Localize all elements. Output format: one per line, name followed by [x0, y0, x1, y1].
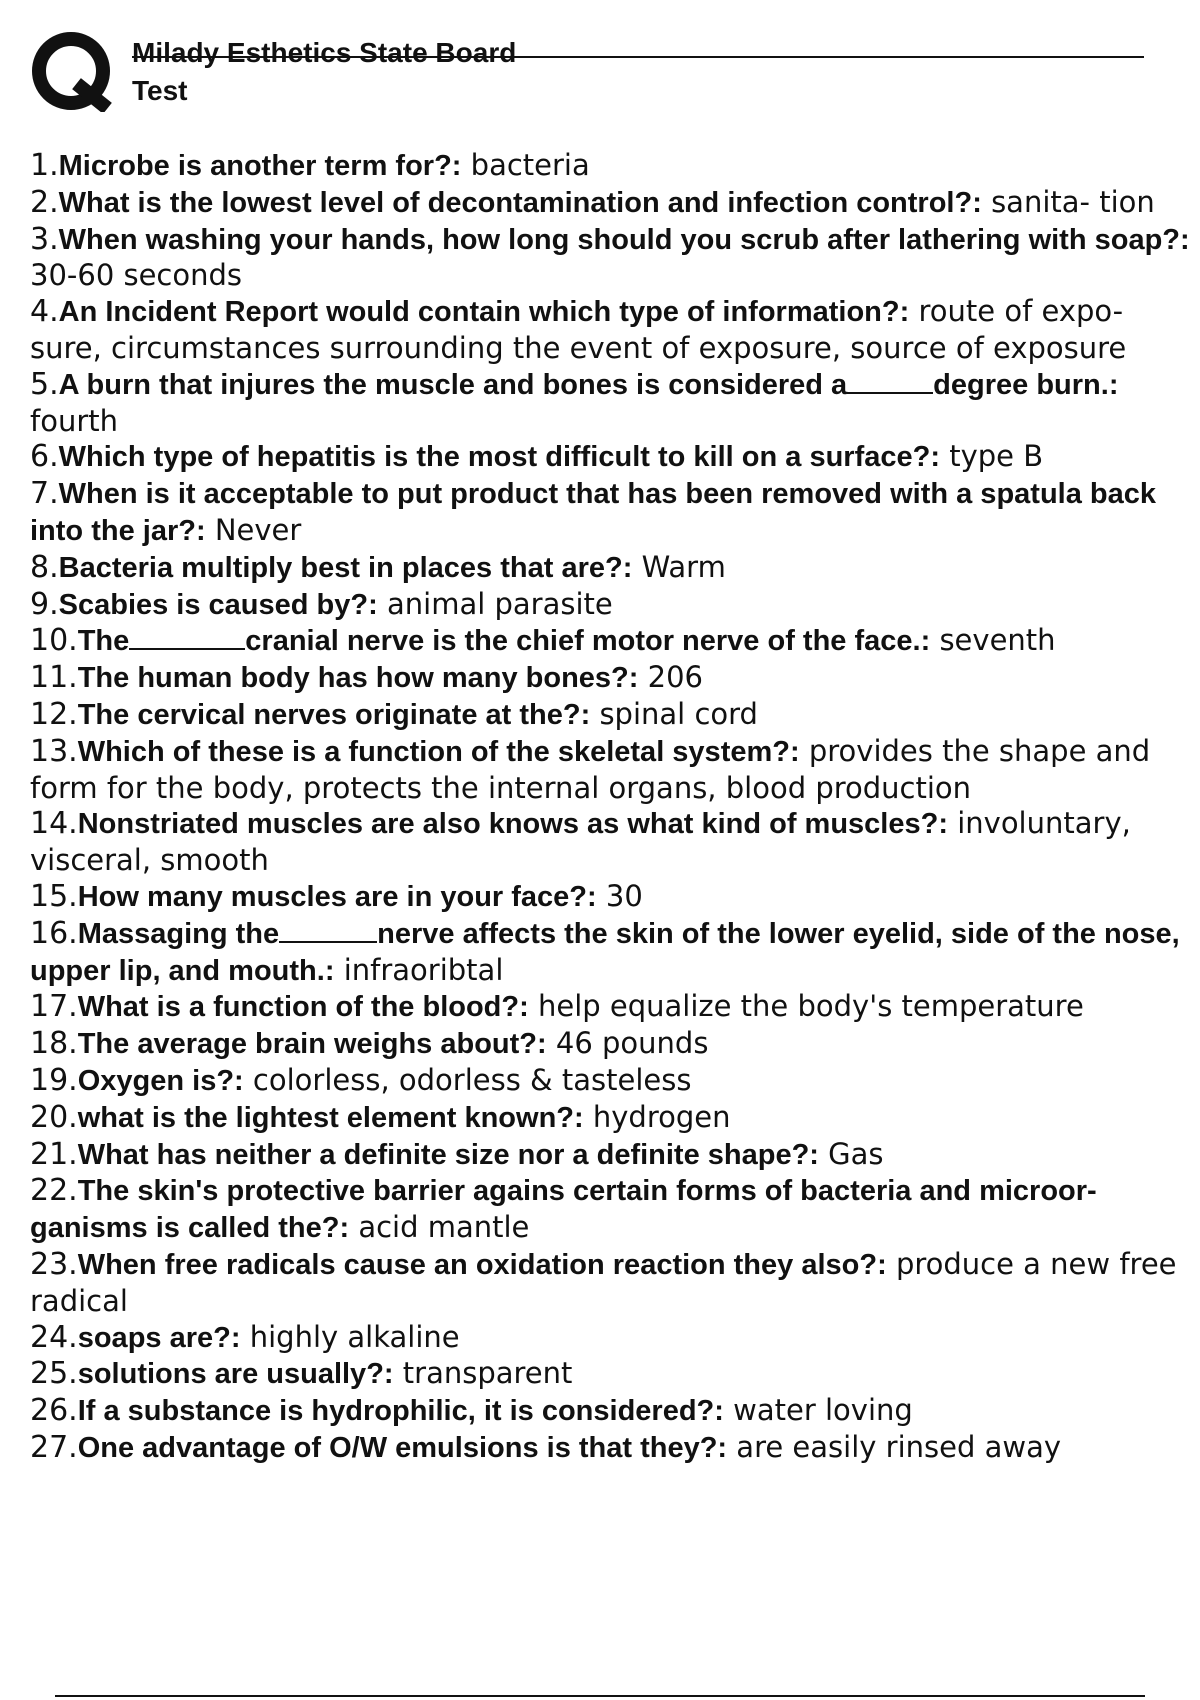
question-text: The	[77, 625, 130, 658]
question-text: When washing your hands, how long should you scrub after lathering with soap?:	[58, 223, 1190, 256]
question-number: 12.	[30, 696, 78, 732]
question-text: nerve affects the skin of the lower eyelid, side of the nose, upper lip, and mouth.:	[30, 917, 1180, 987]
question-item	[30, 660, 1200, 697]
quizlet-logo-icon	[30, 30, 112, 112]
answer-text: acid mantle	[349, 1210, 530, 1245]
question-item	[30, 734, 1200, 807]
answer-text: provides the shape and form for the body, protects the internal organs, blood production	[30, 733, 1151, 805]
question-text: Nonstriated muscles are also knows as what kind of muscles?:	[77, 808, 948, 841]
question-item	[30, 185, 1200, 222]
document-title	[132, 34, 516, 110]
question-text: What has neither a definite size nor a definite shape?:	[77, 1138, 819, 1171]
question-text: When is it acceptable to put product that has been removed with a spatula back into the jar?:	[30, 478, 1156, 547]
question-number: 24.	[30, 1319, 78, 1355]
question-number: 17.	[30, 989, 78, 1025]
question-list	[30, 148, 1200, 1467]
answer-text: involuntary, visceral, smooth	[30, 806, 1131, 878]
question-number: 21.	[30, 1136, 78, 1172]
question-text: degree burn.:	[933, 368, 1119, 401]
question-item	[30, 1100, 1200, 1137]
answer-text: transparent	[393, 1356, 573, 1391]
answer-text: spinal cord	[590, 696, 758, 731]
answer-text: 46 pounds	[546, 1026, 709, 1061]
question-item	[30, 1430, 1200, 1467]
question-item	[30, 1356, 1200, 1393]
question-number: 5.	[30, 366, 59, 402]
question-number: 23.	[30, 1246, 78, 1282]
question-item	[30, 587, 1200, 624]
answer-text: 206	[638, 660, 704, 695]
question-number: 25.	[30, 1356, 78, 1392]
question-text: An Incident Report would contain which type of information?:	[58, 296, 910, 329]
question-text: The average brain weighs about?:	[77, 1028, 547, 1061]
question-item	[30, 1137, 1200, 1174]
question-text: Which of these is a function of the skeletal system?:	[77, 735, 800, 768]
answer-text: produce a new free radical	[30, 1246, 1177, 1318]
answer-text: animal parasite	[377, 586, 613, 621]
answer-text: highly alkaline	[240, 1319, 460, 1354]
answer-text: are easily rinsed away	[727, 1429, 1062, 1464]
question-number: 13.	[30, 733, 78, 769]
question-number: 3.	[30, 221, 59, 257]
question-item	[30, 879, 1200, 916]
question-item	[30, 1320, 1200, 1357]
question-item	[30, 1173, 1200, 1247]
question-text: A burn that injures the muscle and bones is considered a	[58, 368, 848, 401]
question-text: What is a function of the blood?:	[77, 991, 529, 1024]
question-number: 7.	[30, 476, 59, 512]
question-text: cranial nerve is the chief motor nerve of the face.:	[245, 625, 931, 658]
question-number: 15.	[30, 878, 78, 914]
question-number: 20.	[30, 1099, 78, 1135]
fill-in-blank	[279, 940, 377, 943]
question-text: Massaging the	[77, 917, 280, 950]
question-text: When free radicals cause an oxidation reaction they also?:	[77, 1248, 887, 1281]
answer-text: bacteria	[461, 148, 590, 182]
question-text: solutions are usually?:	[77, 1358, 394, 1391]
question-text: Scabies is caused by?:	[58, 588, 378, 621]
question-number: 19.	[30, 1062, 78, 1098]
question-text: How many muscles are in your face?:	[77, 880, 597, 913]
answer-text: hydrogen	[583, 1099, 731, 1134]
fill-in-blank	[847, 391, 933, 394]
question-number: 10.	[30, 623, 78, 659]
answer-text: type B	[939, 439, 1044, 474]
question-number: 14.	[30, 806, 78, 842]
question-text: The skin's protective barrier agains certain forms of bacteria and microor- ganisms is called the?:	[30, 1175, 1097, 1245]
question-number: 11.	[30, 660, 78, 696]
question-number: 8.	[30, 549, 59, 585]
question-text: Oxygen is?:	[77, 1064, 244, 1097]
question-number: 4.	[30, 294, 59, 330]
question-text: what is the lightest element known?:	[77, 1101, 584, 1134]
question-item	[30, 367, 1200, 440]
question-item	[30, 550, 1200, 587]
question-text: The human body has how many bones?:	[77, 662, 639, 695]
question-item	[30, 1026, 1200, 1063]
question-item	[30, 439, 1200, 476]
question-item	[30, 294, 1200, 367]
question-item	[30, 1393, 1200, 1430]
question-text: Microbe is another term for?:	[58, 150, 462, 182]
title-rule	[132, 56, 1144, 58]
question-item	[30, 222, 1200, 295]
question-item	[30, 697, 1200, 734]
question-text: soaps are?:	[77, 1321, 241, 1354]
question-item	[30, 623, 1200, 660]
question-number: 6.	[30, 439, 59, 475]
answer-text: sanita- tion	[981, 184, 1155, 219]
answer-text: help equalize the body's temperature	[528, 989, 1084, 1024]
question-text: Which type of hepatitis is the most difficult to kill on a surface?:	[58, 441, 940, 474]
answer-text: Gas	[818, 1136, 884, 1171]
question-text: If a substance is hydrophilic, it is considered?:	[77, 1395, 724, 1428]
answer-text: Warm	[632, 549, 726, 584]
answer-text: colorless, odorless & tasteless	[243, 1062, 692, 1097]
question-item	[30, 476, 1200, 550]
question-item	[30, 148, 1200, 185]
question-number: 16.	[30, 915, 78, 951]
title-line-1: Milady Esthetics State Board	[132, 37, 517, 68]
question-number: 18.	[30, 1026, 78, 1062]
question-item	[30, 1247, 1200, 1320]
question-number: 1.	[30, 148, 59, 183]
answer-text: infraoribtal	[334, 952, 504, 987]
question-number: 9.	[30, 586, 59, 622]
answer-text: water loving	[723, 1393, 913, 1428]
title-line-2: Test	[132, 75, 188, 106]
answer-text: 30	[596, 878, 643, 913]
question-text: One advantage of O/W emulsions is that they?:	[77, 1431, 728, 1464]
answer-text: route of expo- sure, circumstances surrounding the event of exposure, source of exposure	[30, 294, 1127, 365]
question-text: The cervical nerves originate at the?:	[77, 698, 591, 731]
question-item	[30, 1063, 1200, 1100]
question-item	[30, 806, 1200, 879]
question-number: 27.	[30, 1429, 78, 1465]
question-item	[30, 916, 1200, 990]
question-number: 2.	[30, 184, 59, 220]
footer-rule	[55, 1695, 1145, 1697]
fill-in-blank	[129, 647, 245, 650]
answer-text: Never	[205, 512, 302, 547]
question-item	[30, 989, 1200, 1026]
question-text: What is the lowest level of decontamination and infection control?:	[58, 186, 982, 219]
question-number: 26.	[30, 1393, 78, 1429]
question-number: 22.	[30, 1173, 78, 1209]
question-text: Bacteria multiply best in places that are?:	[58, 551, 633, 584]
answer-text: fourth	[30, 403, 119, 438]
answer-text: 30-60 seconds	[30, 258, 243, 293]
answer-text: seventh	[930, 623, 1056, 658]
